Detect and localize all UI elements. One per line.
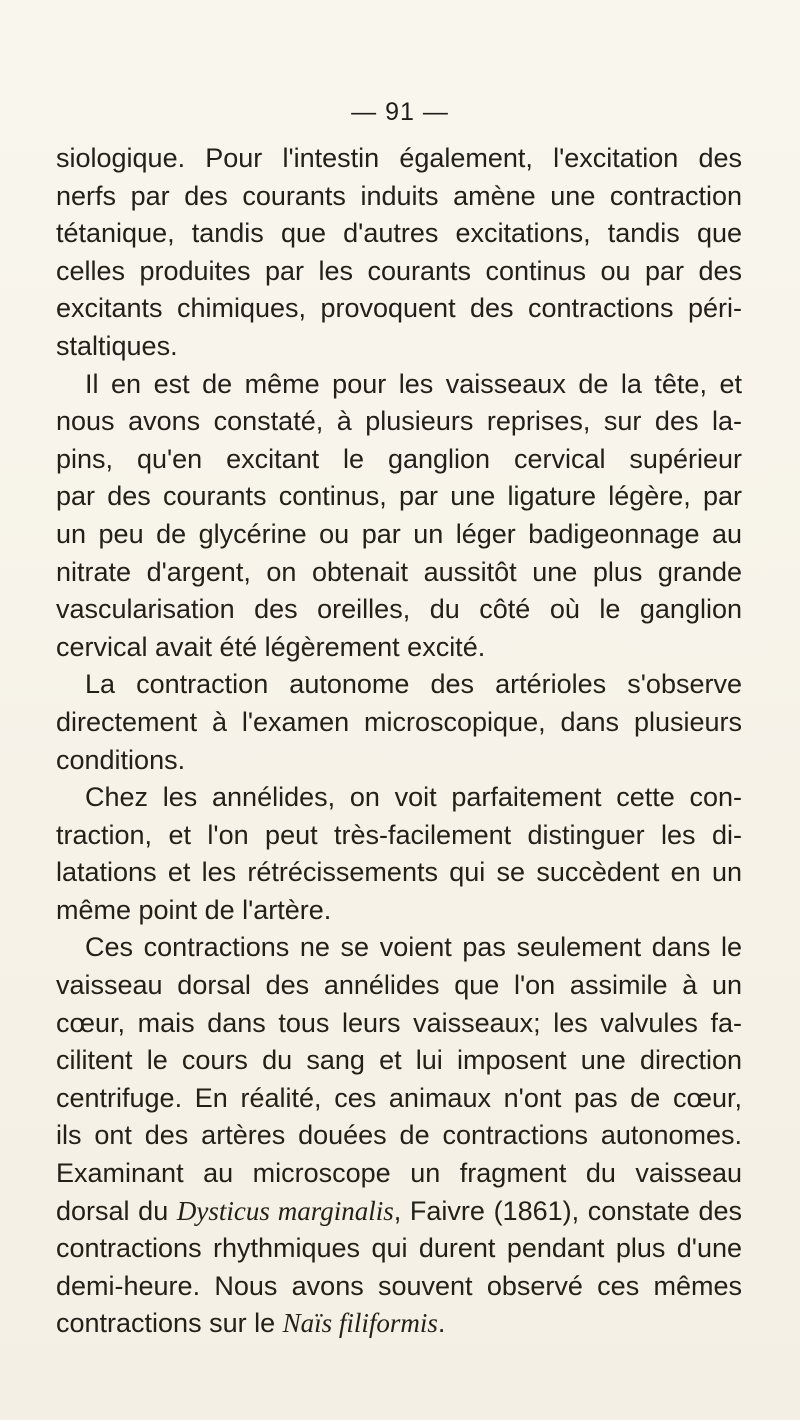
text-line: Examinant au microscope un fragment du vaisseau	[56, 1158, 742, 1189]
text-run: contractions sur le	[56, 1308, 283, 1339]
text-line: staltiques.	[56, 330, 178, 361]
text-run: dorsal du	[56, 1195, 177, 1226]
text-line: vaisseau dorsal des annélides que l'on assimile à un	[56, 970, 742, 1001]
species-name: Dysticus marginalis	[176, 1195, 394, 1226]
text-line: nous avons constaté, à plusieurs reprises, sur des la-	[56, 406, 742, 437]
text-line: conditions.	[56, 744, 186, 775]
page-number: — 91 —	[351, 98, 449, 126]
text-line: un peu de glycérine ou par un léger badigeonnage au	[56, 518, 742, 549]
text-run: .	[437, 1308, 446, 1339]
body-text	[56, 140, 742, 1343]
text-line: par des courants continus, par une ligature légère, par	[56, 481, 742, 512]
text-line: même point de l'artère.	[56, 894, 332, 925]
text-line: cœur, mais dans tous leurs vaisseaux; les valvules fa-	[56, 1007, 742, 1038]
text-line: latations et les rétrécissements qui se succèdent en un	[56, 857, 742, 888]
text-line: tétanique, tandis que d'autres excitations, tandis que	[56, 218, 742, 249]
text-line: vascularisation des oreilles, du côté où le ganglion	[56, 594, 742, 625]
text-line	[56, 1305, 742, 1343]
text-line: demi-heure. Nous avons souvent observé ces mêmes	[56, 1270, 742, 1301]
text-run: , Faivre (1861), constate des	[393, 1195, 743, 1226]
text-line: Il en est de même pour les vaisseaux de la tête, et	[85, 368, 742, 399]
text-line: cervical avait été légèrement excité.	[56, 631, 486, 662]
text-line: La contraction autonome des artérioles s'observe	[85, 669, 742, 700]
text-line: Ces contractions ne se voient pas seulement dans le	[85, 932, 742, 963]
text-line	[56, 1193, 742, 1231]
text-line: Chez les annélides, on voit parfaitement cette con-	[85, 782, 742, 813]
text-line: contractions rhythmiques qui durent pendant plus d'une	[56, 1233, 742, 1264]
text-line: ils ont des artères douées de contractions autonomes.	[56, 1120, 742, 1151]
species-name: Naïs filiformis	[282, 1308, 438, 1339]
text-line: siologique. Pour l'intestin également, l'excitation des	[56, 143, 742, 173]
text-line: celles produites par les courants continus ou par des	[56, 255, 742, 286]
text-line: cilitent le cours du sang et lui imposent une direction	[56, 1045, 742, 1076]
text-line: excitants chimiques, provoquent des contractions péri-	[56, 293, 742, 324]
text-line: nerfs par des courants induits amène une contraction	[56, 180, 742, 211]
text-line: nitrate d'argent, on obtenait aussitôt une plus grande	[56, 556, 742, 587]
text-line: centrifuge. En réalité, ces animaux n'ont pas de cœur,	[56, 1082, 742, 1113]
text-line: directement à l'examen microscopique, dans plusieurs	[56, 706, 742, 737]
text-line: pins, qu'en excitant le ganglion cervical supérieur	[56, 443, 742, 474]
text-line: traction, et l'on peut très-facilement distinguer les di-	[56, 819, 742, 850]
